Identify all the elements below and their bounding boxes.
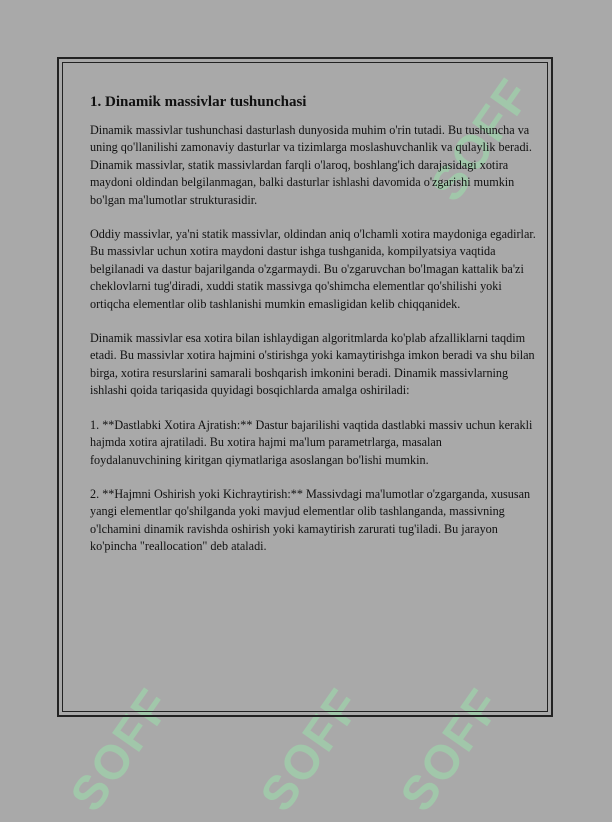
watermark-right: SOFF [390,679,513,821]
paragraph-intro: Dinamik massivlar tushunchasi dasturlash dunyosida muhim o'rin tutadi. Bu tushuncha va uning qo'llanilishi zamonaviy dasturlar va tizimlarga moslashuvchanlik va qulaylik beradi. Dinamik massivlar, statik massivlardan farqli o'laroq, boshlang'ich darajasidagi xotira maydoni oldindan belgilanmagan, balki dasturlar ishlashi davomida o'zgarishi mumkin bo'lgan ma'lumotlar strukturasidir. [90,123,532,207]
paragraph-static-arrays: Oddiy massivlar, ya'ni statik massivlar, oldindan aniq o'lchamli xotira maydoniga egadirlar. Bu massivlar uchun xotira maydoni dastur ishga tushganida, kompilyatsiya vaqtida belgilanadi va dastur bajarilganda o'zgarmaydi. Bu o'zgaruvchan bo'lmagan kattalik ba'zi cheklovlarni tug'diradi, xuddi statik massivga qo'shimcha elementlar qo'shilishi yoki ortiqcha elementlar olib tashlanishi mumkin emasligidan kelib chiqqanidek. [90,227,536,311]
paragraph-dynamic-arrays: Dinamik massivlar esa xotira bilan ishlaydigan algoritmlarda ko'plab afzalliklarni taqdim etadi. Bu massivlar xotira hajmini o'stirishga yoki kamaytirishga imkon beradi va shu bilan birga, xotira resurslarini samarali boshqarish imkonini beradi. Dinamik massivlarning ishlashi qoida tariqasida quyidagi bosqichlarda amalga oshiriladi: [90,331,535,398]
watermark-center: SOFF [250,679,373,821]
paragraph-step-2: 2. **Hajmni Oshirish yoki Kichraytirish:** Massivdagi ma'lumotlar o'zgarganda, xususan yangi elementlar qo'shilganda yoki mavjud elementlar olib tashlanganda, massivning o'lchamini dinamik ravishda oshirish yoki kamaytirish zarurati tug'iladi. Bu jarayon ko'pincha "reallocation" deb ataladi. [90,486,531,554]
watermark-mid: SOFF [420,69,543,211]
document-body [90,92,536,573]
watermark-left: SOFF [60,679,183,821]
paragraph-step-1: 1. **Dastlabki Xotira Ajratish:** Dastur bajarilishi vaqtida dastlabki massiv uchun kerakli hajmda xotira ajratiladi. Bu xotira hajmi ma'lum parametrlarga, masalan foydalanuvchining kiritgan qiymatlariga asoslangan bo'lishi mumkin. [90,417,533,467]
section-heading: 1. Dinamik massivlar tushunchasi [90,94,307,110]
